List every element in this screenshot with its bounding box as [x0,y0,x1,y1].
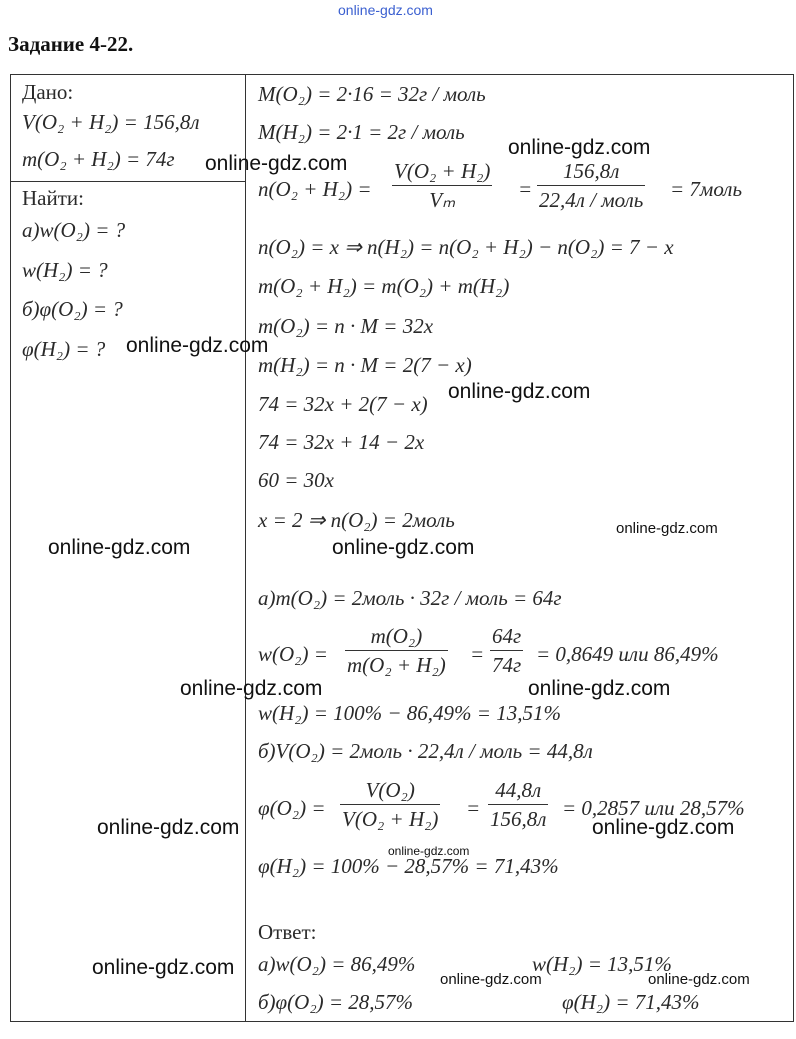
fraction-numerator: 156,8л [562,159,620,183]
solution-line-volume-fraction-h2: φ(H₂) = 100% − 28,57% = 71,43% [258,854,559,878]
watermark: online-gdz.com [388,844,470,858]
watermark: online-gdz.com [48,536,191,559]
volume-fraction-o2-result: = 0,2857 или 28,57% [562,796,745,820]
watermark: online-gdz.com [592,816,735,839]
answer-mass-fraction-o2: а)w(O₂) = 86,49% [258,952,416,976]
fraction-values-moles [537,159,645,212]
find-item-b2: φ(H₂) = ? [22,337,106,361]
answer-volume-fraction-h2: φ(H₂) = 71,43% [562,990,700,1014]
watermark: online-gdz.com [332,536,475,559]
mass-fraction-o2-result: = 0,8649 или 86,49% [536,642,719,666]
solution-moles-result: = 7моль [670,177,743,201]
fraction-mass-ratio [345,624,448,677]
watermark: online-gdz.com [616,520,718,537]
equals-sign: = [518,177,533,201]
fraction-denominator: 156,8л [490,807,547,831]
watermark: online-gdz.com [180,677,323,700]
watermark: online-gdz.com [648,971,750,988]
solution-line-volume-o2: б)V(O₂) = 2моль · 22,4л / моль = 44,8л [258,739,593,763]
table-given-divider [10,181,246,182]
solution-moles-lhs: n(O₂ + H₂) = [258,177,372,201]
given-mass: m(O₂ + H₂) = 74г [22,147,175,171]
fraction-volume-values [488,778,548,831]
answer-volume-fraction-o2: б)φ(O₂) = 28,57% [258,990,414,1014]
solution-line-simplify: 60 = 30x [258,468,334,492]
fraction-volume-over-vm [392,159,492,212]
fraction-numerator: 44,8л [495,778,542,802]
watermark: online-gdz.com [440,971,542,988]
fraction-bar [490,650,523,651]
given-volume: V(O₂ + H₂) = 156,8л [22,110,200,134]
fraction-denominator: 74г [492,653,522,677]
solution-line-molar-o2: M(O₂) = 2·16 = 32г / моль [258,82,486,106]
given-header: Дано: [22,80,74,104]
answer-header: Ответ: [258,920,317,944]
watermark: online-gdz.com [528,677,671,700]
fraction-bar [392,185,492,186]
solution-line-equation: 74 = 32x + 2(7 − x) [258,392,428,416]
solution-line-define-x: n(O₂) = x ⇒ n(H₂) = n(O₂ + H₂) − n(O₂) = 7 − x [258,235,674,259]
solution-line-mass-fraction-h2: w(H₂) = 100% − 86,49% = 13,51% [258,701,561,725]
fraction-volume-ratio [340,778,440,831]
table-vertical-divider [245,74,246,1022]
watermark: online-gdz.com [126,334,269,357]
watermark: online-gdz.com [97,816,240,839]
fraction-numerator: m(O₂) [370,624,423,648]
fraction-numerator: 64г [492,624,522,648]
find-header: Найти: [22,186,84,210]
watermark: online-gdz.com [92,956,235,979]
fraction-numerator: V(O₂ + H₂) [394,159,491,183]
solution-line-mass-sum: m(O₂ + H₂) = m(O₂) + m(H₂) [258,274,510,298]
solution-line-x-result: x = 2 ⇒ n(O₂) = 2моль [258,508,455,532]
find-item-a1: а)w(O₂) = ? [22,218,126,242]
fraction-numerator: V(O₂) [365,778,415,802]
fraction-bar [345,650,448,651]
answer-mass-fraction-h2: w(H₂) = 13,51% [532,952,672,976]
fraction-denominator: Vₘ [429,188,456,212]
fraction-bar [340,804,440,805]
solution-line-mass-h2: m(H₂) = n · M = 2(7 − x) [258,353,472,377]
fraction-bar [488,804,548,805]
task-title: Задание 4-22. [8,32,134,56]
equals-sign: = [470,642,485,666]
equals-sign: = [466,796,481,820]
solution-line-mass-o2: m(O₂) = n · M = 32x [258,314,434,338]
fraction-denominator: m(O₂ + H₂) [347,653,446,677]
fraction-mass-values [490,624,523,677]
watermark: online-gdz.com [205,152,348,175]
watermark: online-gdz.com [448,380,591,403]
mass-fraction-o2-lhs: w(O₂) = [258,642,328,666]
fraction-bar [537,185,645,186]
fraction-denominator: V(O₂ + H₂) [342,807,439,831]
fraction-denominator: 22,4л / моль [539,188,644,212]
site-watermark-top: online-gdz.com [338,2,433,18]
watermark: online-gdz.com [508,136,651,159]
find-item-b1: б)φ(O₂) = ? [22,297,123,321]
solution-line-expand: 74 = 32x + 14 − 2x [258,430,425,454]
solution-line-mass-o2-value: а)m(O₂) = 2моль · 32г / моль = 64г [258,586,562,610]
volume-fraction-o2-lhs: φ(O₂) = [258,796,326,820]
solution-line-molar-h2: M(H₂) = 2·1 = 2г / моль [258,120,465,144]
find-item-a2: w(H₂) = ? [22,258,108,282]
